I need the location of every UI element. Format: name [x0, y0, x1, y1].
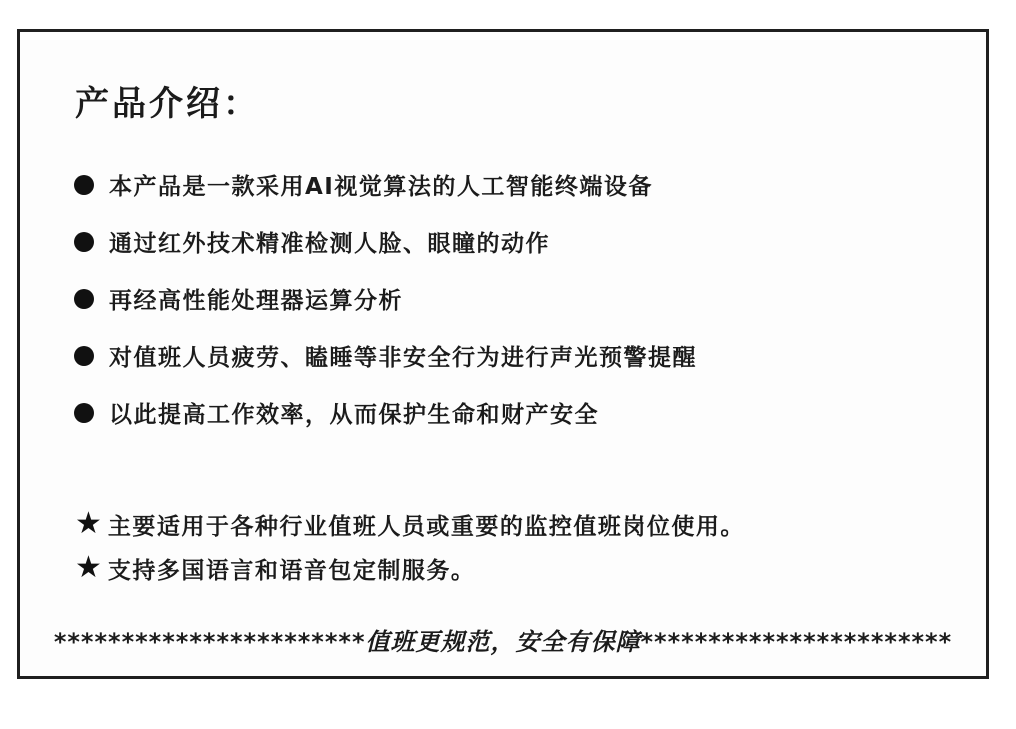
feature-item — [74, 156, 697, 213]
feature-text: 本产品是一款采用AI视觉算法的人工智能终端设备 — [109, 174, 653, 200]
feature-list — [74, 156, 697, 441]
bullet-icon — [74, 289, 94, 309]
bullet-icon — [74, 175, 94, 195]
note-item — [75, 502, 745, 546]
note-text: 主要适用于各种行业值班人员或重要的监控值班岗位使用。 — [107, 513, 745, 540]
product-intro-panel — [17, 29, 989, 679]
feature-text: 再经高性能处理器运算分析 — [109, 288, 403, 314]
bullet-icon — [74, 346, 94, 366]
usage-notes — [75, 502, 745, 590]
bullet-icon — [74, 403, 94, 423]
star-icon: ★ — [75, 506, 102, 541]
slogan: ***********************值班更规范，安全有保障*********************** — [53, 628, 953, 656]
feature-text: 通过红外技术精准检测人脸、眼瞳的动作 — [109, 231, 550, 257]
note-text: 支持多国语言和语音包定制服务。 — [107, 557, 476, 584]
feature-text: 对值班人员疲劳、瞌睡等非安全行为进行声光预警提醒 — [109, 345, 697, 371]
feature-item — [74, 213, 697, 270]
bullet-icon — [74, 232, 94, 252]
feature-item — [74, 327, 697, 384]
feature-item — [74, 384, 697, 441]
feature-item — [74, 270, 697, 327]
feature-text: 以此提高工作效率，从而保护生命和财产安全 — [109, 402, 599, 428]
star-icon: ★ — [75, 550, 102, 585]
note-item — [75, 546, 745, 590]
page-title: 产品介绍： — [75, 84, 260, 124]
